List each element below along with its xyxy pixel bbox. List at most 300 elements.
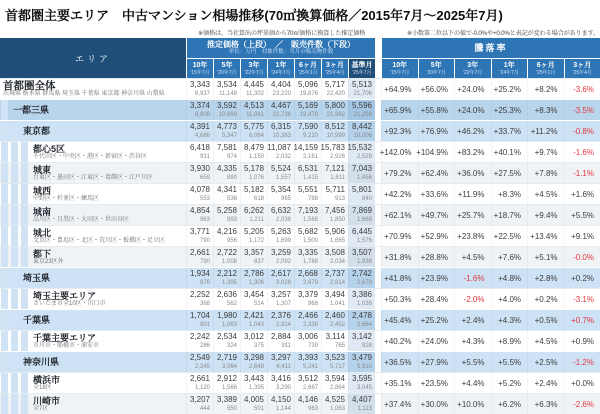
- price-section: [186, 38, 375, 78]
- change-rate-cell: +5.5%: [564, 205, 600, 225]
- change-rate-cell: +5.1%: [527, 247, 564, 267]
- price-value: 3,771: [189, 227, 210, 236]
- sales-count: 911: [281, 343, 291, 349]
- price-value: 4,146: [297, 395, 318, 404]
- indent-guide: [11, 142, 18, 162]
- column-label: 基準月: [351, 61, 373, 69]
- price-value: 15,783: [320, 143, 345, 152]
- sales-count: 1,566: [221, 385, 237, 391]
- price-cell: [267, 121, 294, 141]
- price-cell: [294, 100, 321, 120]
- change-rate-cell: +4.8%: [491, 268, 528, 288]
- change-rate-cell: -3.5%: [564, 100, 600, 120]
- column-label: 3年: [248, 61, 260, 69]
- price-cell: [294, 142, 321, 162]
- sales-count: 1,668: [356, 217, 372, 223]
- price-value: 2,636: [216, 290, 237, 299]
- price-cell: [267, 268, 294, 288]
- price-value: 3,389: [216, 395, 237, 404]
- price-value: 4,445: [243, 80, 264, 89]
- price-value: 2,549: [189, 353, 210, 362]
- indent-guide: [1, 310, 8, 330]
- sales-count: 10,999: [326, 133, 345, 139]
- change-rate-cell: +23.9%: [418, 268, 455, 288]
- price-value: 2,242: [189, 332, 210, 341]
- price-value: 3,507: [351, 248, 372, 257]
- sales-count: 1,144: [275, 406, 291, 412]
- price-value: 3,357: [243, 248, 264, 257]
- price-value: 8,442: [351, 122, 372, 131]
- change-rate-cell: -2.0%: [454, 289, 491, 309]
- column-date: '22年7月: [244, 69, 264, 76]
- indent-guide: [1, 226, 8, 246]
- sales-count: 6,064: [248, 133, 264, 139]
- price-value: 2,884: [270, 332, 291, 341]
- sales-count: 553: [199, 196, 210, 202]
- indent-guide: [11, 205, 18, 225]
- price-cell: [240, 373, 267, 393]
- column-label: 5年: [221, 61, 233, 69]
- area-cell: [0, 163, 186, 183]
- sales-count: 1,665: [329, 238, 345, 244]
- sales-count: 10,383: [272, 133, 291, 139]
- price-cell: [348, 247, 375, 267]
- sales-count: 2,034: [329, 259, 345, 265]
- price-cell: [294, 226, 321, 246]
- price-value: 3,443: [243, 374, 264, 383]
- sales-count: 1,038: [356, 301, 372, 307]
- change-rate-cell: -1.2%: [564, 352, 600, 372]
- change-rate-cell: +24.0%: [454, 79, 491, 99]
- table-header: [0, 38, 600, 78]
- price-value: 3,142: [351, 332, 372, 341]
- change-rate-cell: +4.5%: [527, 331, 564, 351]
- area-name: 一都三県: [13, 105, 50, 115]
- change-rate-cell: -2.6%: [564, 394, 600, 414]
- sales-count: 5,347: [221, 133, 237, 139]
- price-value: 5,711: [325, 185, 345, 194]
- price-value: 8,512: [324, 122, 345, 131]
- table-row: [0, 246, 600, 267]
- sales-count: 2,667: [302, 385, 318, 391]
- price-value: 6,262: [243, 206, 264, 215]
- change-rate-cell: +33.7%: [491, 121, 528, 141]
- change-rate-cell: +22.5%: [491, 226, 528, 246]
- price-value: 1,980: [216, 311, 237, 320]
- sales-count: 22,420: [326, 91, 345, 97]
- indent-guide: [11, 268, 18, 288]
- change-rate-cell: +28.4%: [418, 289, 455, 309]
- area-cell: [0, 310, 186, 330]
- price-cell: [321, 352, 348, 372]
- price-value: 15,532: [347, 143, 372, 152]
- area-cell: [0, 205, 186, 225]
- change-rate-cell: +2.4%: [454, 310, 491, 330]
- column-date: '25年4月: [572, 69, 592, 76]
- change-rate-cell: +25.2%: [418, 310, 455, 330]
- price-value: 4,216: [216, 227, 237, 236]
- table-row: [0, 330, 600, 351]
- price-value: 2,376: [270, 311, 291, 320]
- price-cell: [186, 121, 213, 141]
- indent-guide: [1, 373, 8, 393]
- price-cell: [267, 184, 294, 204]
- change-rate-cell: +62.4%: [418, 163, 455, 183]
- price-column-headers: [186, 58, 375, 78]
- sales-count: 931: [199, 154, 210, 160]
- price-value: 4,341: [216, 185, 237, 194]
- change-rate-cell: +33.6%: [418, 184, 455, 204]
- change-rate-cell: +64.9%: [381, 79, 418, 99]
- table-row: [0, 393, 600, 414]
- price-cell: [267, 331, 294, 351]
- price-cell: [348, 205, 375, 225]
- area-name: 川崎市: [33, 395, 61, 406]
- column-header: [418, 59, 455, 78]
- area-cell: [0, 352, 186, 372]
- price-value: 3,343: [189, 80, 210, 89]
- table-row: [0, 183, 600, 204]
- price-value: 3,592: [216, 101, 237, 110]
- price-value: 7,193: [297, 206, 318, 215]
- change-rate-cell: +50.3%: [381, 289, 418, 309]
- price-cell: [186, 289, 213, 309]
- price-cell: [267, 100, 294, 120]
- change-rate-cell: +76.9%: [418, 121, 455, 141]
- price-value: 3,012: [243, 332, 264, 341]
- price-cell: [240, 184, 267, 204]
- change-rate-cell: +36.0%: [454, 163, 491, 183]
- change-rate-cell: +0.2%: [527, 289, 564, 309]
- column-header: [491, 59, 528, 78]
- sales-count: 21,259: [353, 112, 372, 118]
- price-value: 2,460: [324, 311, 345, 320]
- price-cell: [186, 310, 213, 330]
- sales-count: 3,028: [275, 280, 291, 286]
- price-cell: [294, 184, 321, 204]
- price-cell: [186, 79, 213, 99]
- column-header: [348, 59, 375, 78]
- column-date: '20年7月: [426, 69, 446, 76]
- sales-count: 1,395: [248, 385, 264, 391]
- price-cell: [267, 247, 294, 267]
- price-value: 3,335: [297, 248, 318, 257]
- area-sublabel: 品川区・目黒区・大田区・世田谷区: [33, 216, 130, 223]
- change-rate-cell: +79.2%: [381, 163, 418, 183]
- change-rate-cell: +4.5%: [527, 184, 564, 204]
- column-date: '25年7月: [352, 69, 372, 76]
- price-value: 2,737: [324, 269, 345, 278]
- column-date: '15年7月: [190, 69, 210, 76]
- price-cell: [348, 268, 375, 288]
- change-rate-cell: +83.2%: [454, 142, 491, 162]
- sales-count: 2,648: [248, 364, 264, 370]
- column-label: 6ヶ月: [536, 61, 555, 69]
- sales-count: 21,982: [326, 112, 345, 118]
- price-cell: [294, 352, 321, 372]
- sales-count: 501: [253, 406, 264, 412]
- price-section-subtitle: 単位：万円 対象件数：当月の販売物件数: [228, 49, 334, 55]
- indent-guide: [1, 121, 8, 141]
- sales-count: 286: [199, 343, 210, 349]
- sales-count: 974: [226, 154, 237, 160]
- change-rate-cell: +11.2%: [527, 121, 564, 141]
- change-rate-cell: +46.2%: [454, 121, 491, 141]
- price-cell: [267, 205, 294, 225]
- price-value: 3,930: [189, 164, 210, 173]
- price-cell: [348, 184, 375, 204]
- change-rate-cell: +18.7%: [491, 205, 528, 225]
- price-cell: [294, 310, 321, 330]
- change-rate-cell: +45.4%: [381, 310, 418, 330]
- price-value: 5,513: [351, 80, 372, 89]
- price-cell: [321, 121, 348, 141]
- indent-guide: [11, 247, 18, 267]
- sales-count: 790: [199, 259, 210, 265]
- indent-guide: [1, 184, 8, 204]
- sales-count: 3,064: [221, 364, 237, 370]
- price-value: 3,379: [297, 290, 318, 299]
- price-value: 7,581: [216, 143, 237, 152]
- price-cell: [213, 268, 240, 288]
- column-label: 3ヶ月: [573, 61, 592, 69]
- price-value: 4,404: [270, 80, 291, 89]
- price-cell: [213, 184, 240, 204]
- price-value: 4,391: [189, 122, 210, 131]
- price-cell: [348, 163, 375, 183]
- indent-guide: [11, 394, 18, 414]
- price-cell: [213, 226, 240, 246]
- change-rate-cell: +41.8%: [381, 268, 418, 288]
- table-row: [0, 162, 600, 183]
- price-cell: [186, 247, 213, 267]
- change-rate-cell: +7.8%: [527, 163, 564, 183]
- column-label: 10年: [192, 61, 208, 69]
- change-rate-cell: +6.2%: [491, 394, 528, 414]
- page-title: 首都圏主要エリア 中古マンション相場推移(70㎡換算価格／2015年7月～2025年7月): [5, 8, 503, 23]
- price-section-header: [186, 38, 375, 58]
- sales-count: 1,557: [275, 175, 291, 181]
- area-column-header: エリア: [0, 38, 186, 78]
- change-rate-cell: +142.0%: [381, 142, 418, 162]
- price-value: 4,407: [351, 395, 372, 404]
- area-cell: [0, 289, 186, 309]
- price-value: 5,775: [243, 122, 264, 131]
- change-rate-cell: -1.6%: [454, 268, 491, 288]
- price-cell: [240, 247, 267, 267]
- area-sublabel: 千代田区・中央区・港区・新宿区・渋谷区: [33, 153, 148, 160]
- area-name: 都下: [33, 248, 52, 259]
- column-header: [527, 59, 564, 78]
- change-rate-cell: +24.0%: [418, 331, 455, 351]
- change-rate-cell: +1.6%: [564, 184, 600, 204]
- area-name: 城東: [33, 164, 52, 175]
- price-value: 2,668: [297, 269, 318, 278]
- price-cell: [294, 331, 321, 351]
- indent-guide: [1, 142, 8, 162]
- sales-count: 956: [226, 238, 237, 244]
- column-label: 1年: [503, 61, 515, 69]
- column-label: 1年: [275, 61, 287, 69]
- price-cell: [186, 394, 213, 414]
- indent-guide: [11, 121, 18, 141]
- area-name: 埼玉主要エリア: [33, 290, 97, 301]
- column-header: [381, 59, 418, 78]
- sales-count: 880: [226, 175, 237, 181]
- sales-count: 2,245: [194, 364, 210, 370]
- table-row: [0, 351, 600, 372]
- price-value: 3,416: [270, 374, 291, 383]
- change-rate-cell: -1.1%: [564, 163, 600, 183]
- column-header: [321, 59, 348, 78]
- change-rate-cell: +0.9%: [564, 331, 600, 351]
- sales-count: 837: [253, 259, 264, 265]
- area-name: 埼玉県: [23, 273, 51, 283]
- price-cell: [213, 121, 240, 141]
- column-label: 5年: [430, 61, 442, 69]
- pct-section: [381, 38, 600, 78]
- price-note: ※価格は、当社算出の坪単価から70㎡価格に換算した推定価格: [198, 30, 366, 37]
- change-rate-cell: +25.2%: [491, 79, 528, 99]
- change-rate-cell: +27.5%: [491, 163, 528, 183]
- area-cell: [0, 100, 186, 120]
- area-sublabel: 全7区: [33, 405, 49, 412]
- area-sublabel: 茨城県 栃木県 群馬県 埼玉県 千葉県 東京都 神奈川県 山梨県: [3, 90, 165, 97]
- price-cell: [348, 310, 375, 330]
- price-value: 3,259: [270, 248, 291, 257]
- change-rate-cell: +30.0%: [418, 394, 455, 414]
- price-cell: [213, 163, 240, 183]
- price-value: 6,418: [189, 143, 210, 152]
- indent-guide: [21, 163, 28, 183]
- price-value: 2,478: [351, 311, 372, 320]
- price-cell: [267, 289, 294, 309]
- price-cell: [321, 268, 348, 288]
- change-rate-cell: -0.8%: [564, 121, 600, 141]
- change-rate-cell: +35.1%: [381, 373, 418, 393]
- price-cell: [213, 142, 240, 162]
- change-rate-cell: -0.0%: [564, 247, 600, 267]
- change-rate-cell: +2.8%: [527, 268, 564, 288]
- price-value: 2,466: [297, 311, 318, 320]
- price-value: 4,467: [270, 101, 291, 110]
- price-value: 2,742: [351, 269, 372, 278]
- change-rate-cell: +31.8%: [381, 247, 418, 267]
- change-rate-cell: +4.3%: [454, 331, 491, 351]
- price-cell: [348, 121, 375, 141]
- indent-guide: [11, 289, 18, 309]
- change-rate-cell: +4.5%: [454, 247, 491, 267]
- price-value: 4,773: [216, 122, 237, 131]
- change-rate-cell: +70.9%: [381, 226, 418, 246]
- indent-guide: [1, 205, 8, 225]
- price-section-title: 推定価格（上段） ／ 販売件数（下段）: [207, 40, 355, 49]
- price-cell: [267, 142, 294, 162]
- sales-count: 1,150: [248, 154, 264, 160]
- change-rate-cell: +2.4%: [527, 373, 564, 393]
- sales-count: 1,395: [221, 280, 237, 286]
- sales-count: 11,302: [246, 91, 264, 97]
- price-value: 5,178: [243, 164, 264, 173]
- sales-count: 828: [361, 343, 372, 349]
- price-value: 6,445: [351, 227, 372, 236]
- change-rate-cell: +0.0%: [564, 373, 600, 393]
- change-rate-cell: +5.2%: [491, 373, 528, 393]
- change-rate-cell: +62.1%: [381, 205, 418, 225]
- area-name: 首都圏全体: [3, 79, 56, 92]
- area-cell: [0, 394, 186, 414]
- change-rate-cell: +55.8%: [418, 100, 455, 120]
- price-cell: [321, 142, 348, 162]
- price-cell: [240, 79, 267, 99]
- sales-count: 2,038: [275, 217, 291, 223]
- price-cell: [267, 352, 294, 372]
- indent-guide: [21, 184, 28, 204]
- column-label: 6ヶ月: [299, 61, 317, 69]
- table-body: [0, 78, 600, 414]
- change-rate-cell: +5.5%: [454, 352, 491, 372]
- table-row: [0, 141, 600, 162]
- sales-count: 375: [253, 343, 264, 349]
- price-cell: [294, 79, 321, 99]
- price-cell: [294, 121, 321, 141]
- column-label: 10年: [392, 61, 408, 69]
- price-cell: [267, 373, 294, 393]
- sales-count: 8,808: [194, 112, 210, 118]
- price-cell: [321, 184, 348, 204]
- sales-count: 788: [307, 196, 318, 202]
- price-value: 2,661: [189, 248, 210, 257]
- sales-count: 2,032: [275, 154, 291, 160]
- price-cell: [294, 394, 321, 414]
- change-rate-cell: +4.3%: [491, 310, 528, 330]
- price-cell: [213, 247, 240, 267]
- price-value: 3,508: [324, 248, 345, 257]
- indent-guide: [1, 100, 8, 120]
- sales-count: 21,706: [353, 91, 372, 97]
- table-row: [0, 372, 600, 393]
- area-name: 神奈川県: [23, 357, 60, 367]
- price-value: 11,087: [267, 143, 291, 152]
- price-cell: [294, 205, 321, 225]
- sales-count: 901: [199, 322, 210, 328]
- change-rate-cell: +25.7%: [454, 205, 491, 225]
- area-name: 千葉県: [23, 315, 51, 325]
- area-cell: [0, 79, 186, 99]
- price-value: 5,258: [216, 206, 237, 215]
- sales-count: 1,568: [302, 217, 318, 223]
- column-date: '20年7月: [217, 69, 237, 76]
- change-rate-cell: +8.2%: [527, 79, 564, 99]
- change-rate-cell: +104.9%: [418, 142, 455, 162]
- price-cell: [240, 163, 267, 183]
- sales-count: 976: [199, 280, 210, 286]
- price-cell: [348, 226, 375, 246]
- sales-count: 23,220: [272, 91, 291, 97]
- sales-count: 2,092: [275, 259, 291, 265]
- change-rate-cell: +24.0%: [454, 100, 491, 120]
- price-cell: [294, 373, 321, 393]
- indent-guide: [1, 247, 8, 267]
- sales-count: 444: [199, 406, 210, 412]
- change-rate-cell: +9.7%: [527, 142, 564, 162]
- area-cell: [0, 373, 186, 393]
- price-value: 2,719: [216, 353, 237, 362]
- price-value: 4,525: [324, 395, 345, 404]
- area-sublabel: 東京23区外: [33, 258, 64, 265]
- area-sublabel: 市川市・船橋市・浦安市: [33, 342, 100, 349]
- column-header: [454, 59, 491, 78]
